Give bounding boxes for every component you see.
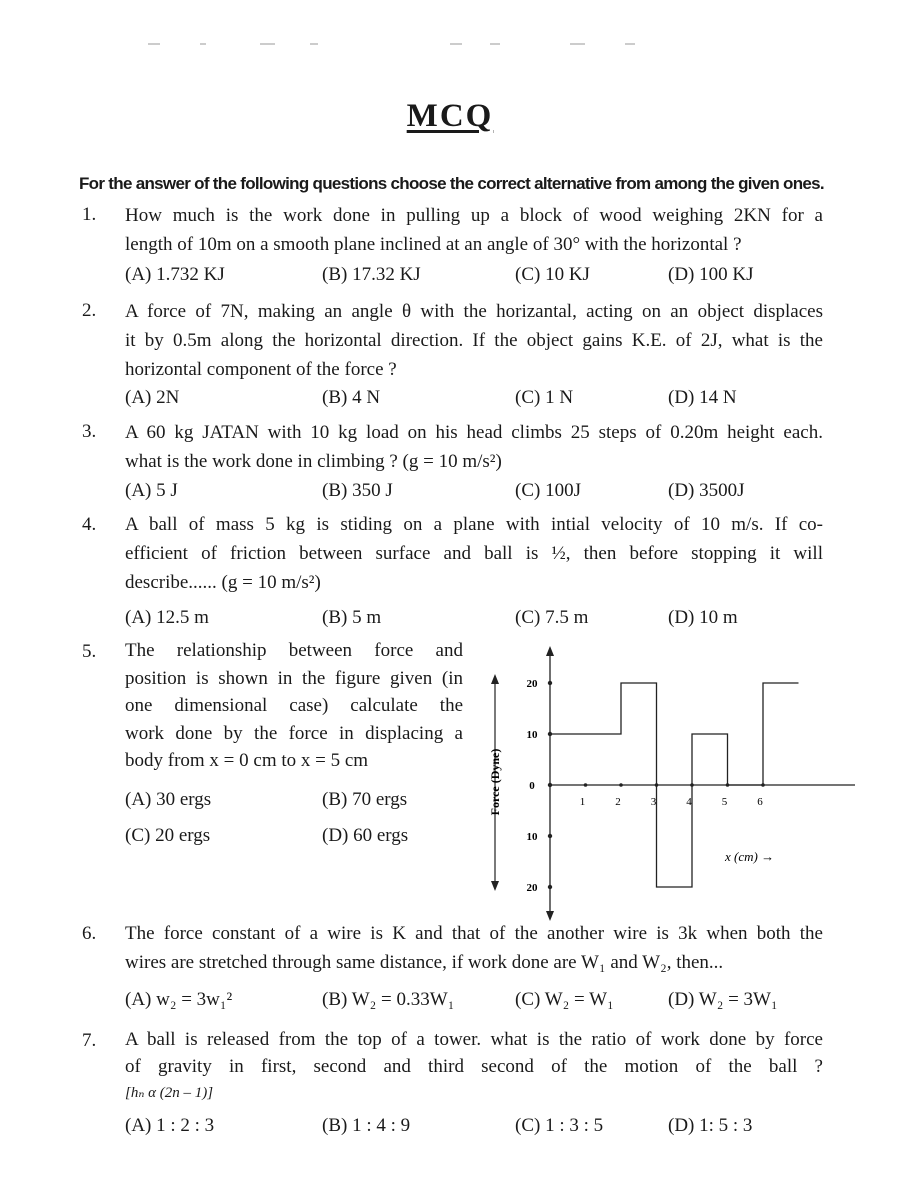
question-number: 7. — [82, 1030, 97, 1051]
option-b[interactable]: (B) 1 : 4 : 9 — [322, 1115, 411, 1136]
option-d[interactable]: (D) W₂ = 3W₁ — [668, 989, 778, 1010]
y-tick-label: 0 — [529, 780, 535, 792]
x-tick-mark — [619, 783, 623, 787]
option-b[interactable]: (B) W₂ = 0.33W₁ — [322, 989, 455, 1010]
option-a[interactable]: (A) w₂ = 3w₁² — [125, 989, 233, 1010]
option-c[interactable]: (C) 100J — [515, 480, 581, 501]
question-text: A force of 7N, making an angle θ with the horizantal, acting on an object displaces it by 0.5m along the horizontal direction. If the object gains K.E. of 2J, what is the horizontal component of the force ? — [125, 301, 823, 380]
option-d[interactable]: (D) 60 ergs — [322, 825, 409, 846]
option-a[interactable]: (A) 5 J — [125, 480, 178, 501]
option-d[interactable]: (D) 100 KJ — [668, 264, 754, 285]
option-a[interactable]: (A) 30 ergs — [125, 789, 212, 810]
option-b[interactable]: (B) 17.32 KJ — [322, 264, 421, 285]
option-c[interactable]: (C) 20 ergs — [125, 825, 211, 846]
y-tick-mark — [548, 681, 552, 685]
y-tick-label: 10 — [526, 831, 538, 843]
x-tick-label: 6 — [757, 796, 763, 808]
page-title: MCQ — [406, 98, 494, 134]
y-tick-label: 20 — [526, 882, 538, 894]
question-text: The force constant of a wire is K and that of the another wire is 3k when both the wires are stretched through same distance, if work done are W₁ and W₂, then... — [125, 923, 823, 973]
x-tick-mark — [584, 783, 588, 787]
option-a[interactable]: (A) 2N — [125, 387, 180, 408]
y-tick-label: 20 — [526, 678, 538, 690]
question-text: The relationship between force and position is shown in the figure given (in one dimensional case) calculate the work done by the force in displacing a body from x = 0 cm to x = 5 cm — [125, 640, 463, 771]
option-a[interactable]: (A) 12.5 m — [125, 607, 209, 628]
option-b[interactable]: (B) 350 J — [322, 480, 393, 501]
question-number: 6. — [82, 923, 97, 944]
y-tick-mark — [548, 783, 552, 787]
option-c[interactable]: (C) 10 KJ — [515, 264, 590, 285]
question-text: How much is the work done in pulling up a block of wood weighing 2KN for a length of 10m on a smooth plane inclined at an angle of 30° with the horizontal ? — [125, 205, 823, 255]
option-c[interactable]: (C) W₂ = W₁ — [515, 989, 614, 1010]
question-text: A 60 kg JATAN with 10 kg load on his head climbs 25 steps of 0.20m height each. what is the work done in climbing ? (g = 10 m/s²) — [125, 422, 823, 472]
option-b[interactable]: (B) 70 ergs — [322, 789, 408, 810]
question-number: 2. — [82, 300, 97, 321]
option-c[interactable]: (C) 1 : 3 : 5 — [515, 1115, 604, 1136]
option-a[interactable]: (A) 1.732 KJ — [125, 264, 225, 285]
option-a[interactable]: (A) 1 : 2 : 3 — [125, 1115, 215, 1136]
question-number: 5. — [82, 641, 97, 662]
force-position-chart — [470, 640, 860, 925]
option-b[interactable]: (B) 4 N — [322, 387, 381, 408]
question-text: A ball is released from the top of a tower. what is the ratio of work done by force of gravity in first, second and third second of the motion of the ball ? [hₙ α (2n – 1)] — [125, 1029, 823, 1101]
x-tick-label: 3 — [650, 796, 657, 808]
x-tick-label: 4 — [686, 796, 692, 808]
option-d[interactable]: (D) 1: 5 : 3 — [668, 1115, 753, 1136]
y-tick-label: 10 — [526, 729, 538, 741]
question-number: 4. — [82, 514, 97, 535]
question-text: A ball of mass 5 kg is stiding on a plane with intial velocity of 10 m/s. If co- efficient of friction between surface and ball is ½, then before stopping it will describe...... (g = 10 m/s²) — [125, 514, 823, 593]
question-number: 3. — [82, 421, 97, 442]
y-tick-mark — [548, 885, 552, 889]
y-axis-arrow-up — [546, 646, 554, 656]
option-c[interactable]: (C) 7.5 m — [515, 607, 589, 628]
y-axis-label: Force (Dyne) — [488, 748, 502, 816]
instructions: For the answer of the following questions choose the correct alternative from among the given ones. — [79, 174, 824, 193]
x-tick-label: 5 — [721, 796, 728, 808]
x-tick-label: 2 — [615, 796, 621, 808]
x-tick-label: 1 — [579, 796, 586, 808]
option-d[interactable]: (D) 10 m — [668, 607, 738, 628]
option-c[interactable]: (C) 1 N — [515, 387, 574, 408]
scan-artifact — [140, 40, 640, 48]
y-tick-mark — [548, 834, 552, 838]
x-axis-label: x (cm) → — [725, 849, 775, 864]
option-b[interactable]: (B) 5 m — [322, 607, 382, 628]
question-number: 1. — [82, 204, 97, 225]
option-d[interactable]: (D) 14 N — [668, 387, 737, 408]
option-d[interactable]: (D) 3500J — [668, 480, 745, 501]
